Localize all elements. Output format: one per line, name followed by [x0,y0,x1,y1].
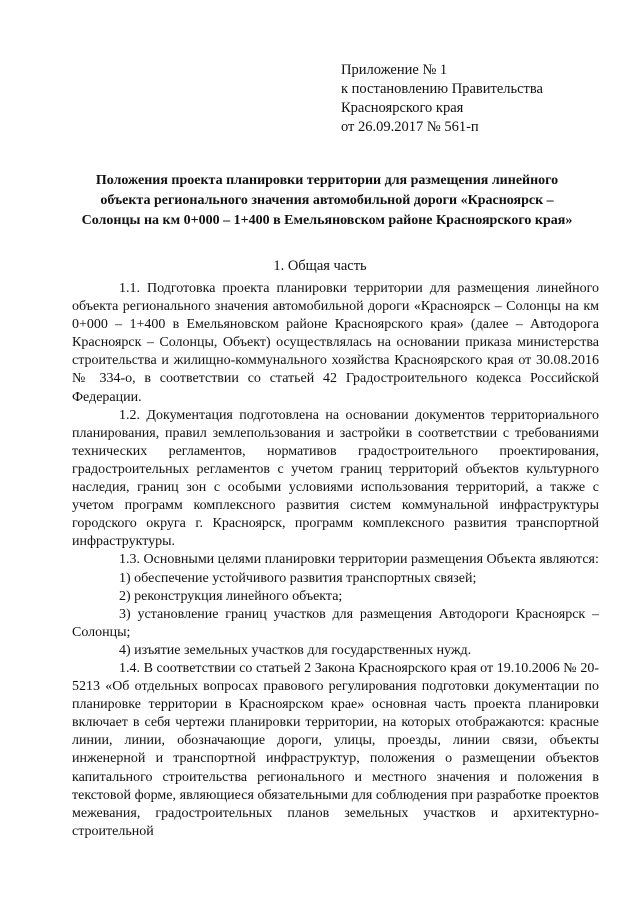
appendix-date: от 26.09.2017 № 561-п [341,119,479,135]
appendix-decree: к постановлению Правительства [341,81,543,97]
paragraph-1-2: 1.2. Документация подготовлена на основании документов территориального планирования, правил землепользования и застройки в соответствии с требованиями технических регламентов, нормативов градостроительного проектирования, градостроительных регламентов с учетом границ территорий объектов культурного наследия, границ зон с особыми условиями использования территорий, а также с учетом программ комплексного развития систем коммунальной инфраструктуры городского округа г. Красноярск, программ комплексного развития транспортной инфраструктуры. [72,407,599,550]
appendix-region: Красноярского края [341,100,464,116]
list-item-3: 3) установление границ участков для размещения Автодороги Красноярск – Солонцы; [72,606,599,640]
section-heading: 1. Общая часть [273,258,367,274]
document-body [72,280,599,841]
appendix-block [341,61,543,137]
list-item-4: 4) изъятие земельных участков для государственных нужд. [119,642,472,658]
paragraph-1-4: 1.4. В соответствии со статьей 2 Закона Красноярского края от 19.10.2006 № 20-5213 «Об отдельных вопросах правового регулирования подготовки документации по планировке территории в Красноярском крае» основная часть проекта планировки включает в себя чертежи планировки территории, на которых отображаются: красные линии, линии, обозначающие дороги, улицы, проезды, линии связи, объекты инженерной и транспортной инфраструктур, положения о размещении объектов капитального строительства регионального и местного значения и положения в текстовой форме, являющиеся обязательными для соблюдения при разработке проектов межевания, градостроительных планов земельных участков и архитектурно-строительной [72,660,599,839]
list-item-1: 1) обеспечение устойчивого развития транспортных связей; [119,570,477,586]
list-item-2: 2) реконструкция линейного объекта; [119,588,343,604]
paragraph-1-1: 1.1. Подготовка проекта планировки территории для размещения линейного объекта регионального значения автомобильной дороги «Красноярск – Солонцы на км 0+000 – 1+400 в Емельяновском районе Красноярского края» (далее – Автодорога Красноярск – Солонцы, Объект) осуществлялась на основании приказа министерства строительства и жилищно-коммунального хозяйства Красноярского края от 30.08.2016 № 334-о, в соответствии со статьей 42 Градостроительного кодекса Российской Федерации. [72,281,599,405]
document-title: Положения проекта планировки территории для размещения линейного объекта регионального значения автомобильной дороги «Красноярск – Солонцы на км 0+000 – 1+400 в Емельяновском районе Красноярского края» [81,173,573,228]
paragraph-1-3: 1.3. Основными целями планировки территории размещения Объекта являются: [119,552,599,568]
appendix-number: Приложение № 1 [341,62,448,78]
